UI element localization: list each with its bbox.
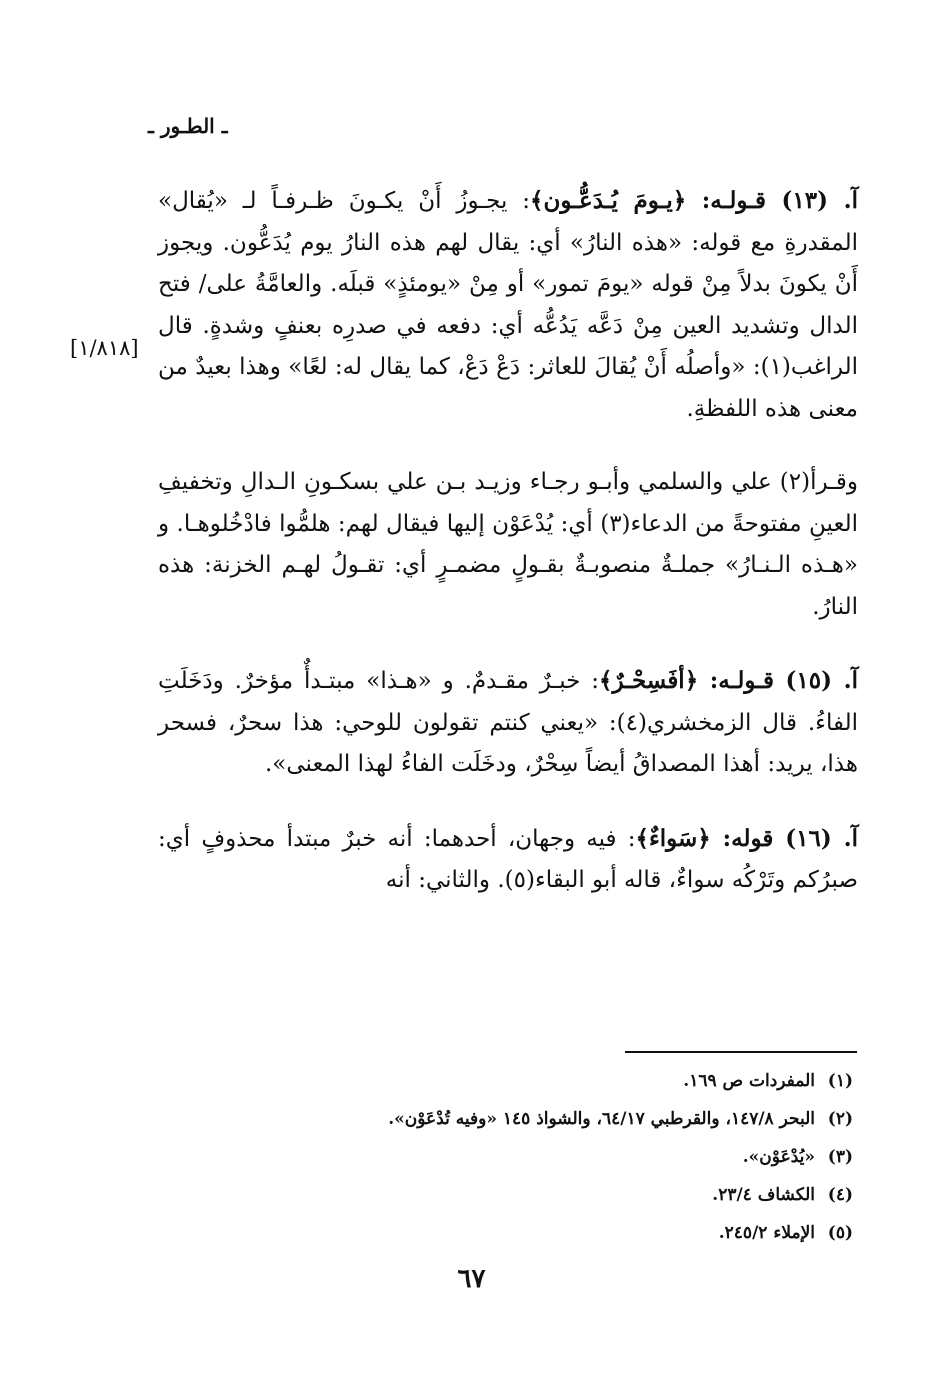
main-text	[158, 180, 858, 902]
verse-heading: آ. (١٥) قـولـه: ﴿أفَسِحْـرٌ﴾	[599, 667, 859, 694]
footnote-divider	[625, 1051, 857, 1053]
footnote-number: (٥)	[827, 1223, 853, 1243]
paragraph-text: : خبـرٌ مقـدمٌ. و «هـذا» مبتـدأٌ مؤخرٌ. ودَخَلَتِ الفاءُ. قال الزمخشري(٤): «يعني كنتم تقولون للوحي: هذا سحرٌ، فسحر هذا، يريد: أهذا المصداقُ أيضاً سِحْرٌ، ودخَلَت الفاءُ لهذا المعنى».	[158, 668, 858, 777]
footnote	[388, 1100, 853, 1138]
footnote	[388, 1214, 853, 1252]
footnote-number: (٢)	[827, 1109, 853, 1129]
footnote-text: المفردات ص ١٦٩.	[683, 1071, 815, 1091]
verse-heading: آ. (١٦) قوله: ﴿سَواءٌ﴾	[635, 824, 858, 852]
footnote	[388, 1176, 853, 1214]
margin-page-reference: [١/٨١٨]	[70, 336, 139, 360]
footnote-text: الكشاف ٢٣/٤.	[712, 1185, 815, 1205]
footnote-text: الإملاء ٢٤٥/٢.	[718, 1223, 815, 1243]
footnote-text: البحر ١٤٧/٨، والقرطبي ٦٤/١٧، والشواذ ١٤٥ «وفيه تُدْعَوْن».	[388, 1109, 815, 1129]
footnote-number: (٣)	[827, 1147, 853, 1167]
verse-heading: آ. (١٣) قـولـه: ﴿يـومَ يُـدَعُّـون﴾	[529, 187, 858, 214]
paragraph-verse-13	[158, 180, 858, 430]
paragraph-verse-16	[158, 818, 858, 902]
footnotes	[388, 1062, 853, 1252]
footnote-number: (١)	[827, 1071, 853, 1091]
running-header: ـ الطـور ـ	[148, 114, 228, 138]
footnote-number: (٤)	[827, 1185, 853, 1205]
paragraph-verse-15	[158, 660, 858, 786]
footnote-text: «يُدْعَوْن».	[742, 1147, 815, 1167]
footnote	[388, 1138, 853, 1176]
footnote	[388, 1062, 853, 1100]
paragraph-text: : فيه وجهان، أحدهما: أنه خبرٌ مبتدأ محذوفٍ أي: صبرُكم وتَرْكُه سواءٌ، قاله أبو البقاء(٥). والثاني: أنه	[158, 825, 858, 893]
page-number: ٦٧	[457, 1264, 486, 1294]
paragraph-text: : يجـوزُ أَنْ يكـونَ ظـرفـاً لـ «يُقال» المقدرةِ مع قوله: «هذه النارُ» أي: يقال لهم هذه النارُ يوم يُدَعُّون. ويجوز أَنْ يكونَ بدلاً مِنْ قوله «يومَ تمور» أو مِنْ «يومئذٍ» قبلَه. والعامَّةُ على/ فتح الدال وتشديد العين مِنْ دَعَّه يَدُعُّه أي: دفعه في صدرِه بعنفٍ وشدةٍ. قال الراغب(١): «وأصلُه أَنْ يُقالَ للعاثر: دَعْ دَعْ، كما يقال له: لعًا» وهذا بعيدٌ من معنى هذه اللفظةِ.	[158, 188, 858, 422]
paragraph-reading	[158, 462, 858, 628]
paragraph-text: وقـرأ(٢) علي والسلمي وأبـو رجـاء وزيـد بـن علي بسكـونِ الـدالِ وتخفيفِ العينِ مفتوحةً من الدعاء(٣) أي: يُدْعَوْن إليها فيقال لهم: هلمُّوا فادْخُلوهـا. و «هـذه الـنـارُ» جملـةٌ منصوبـةٌ بقـولٍ مضمـرٍ أي: تقـولُ لهـم الخزنة: هذه النارُ.	[158, 469, 858, 620]
